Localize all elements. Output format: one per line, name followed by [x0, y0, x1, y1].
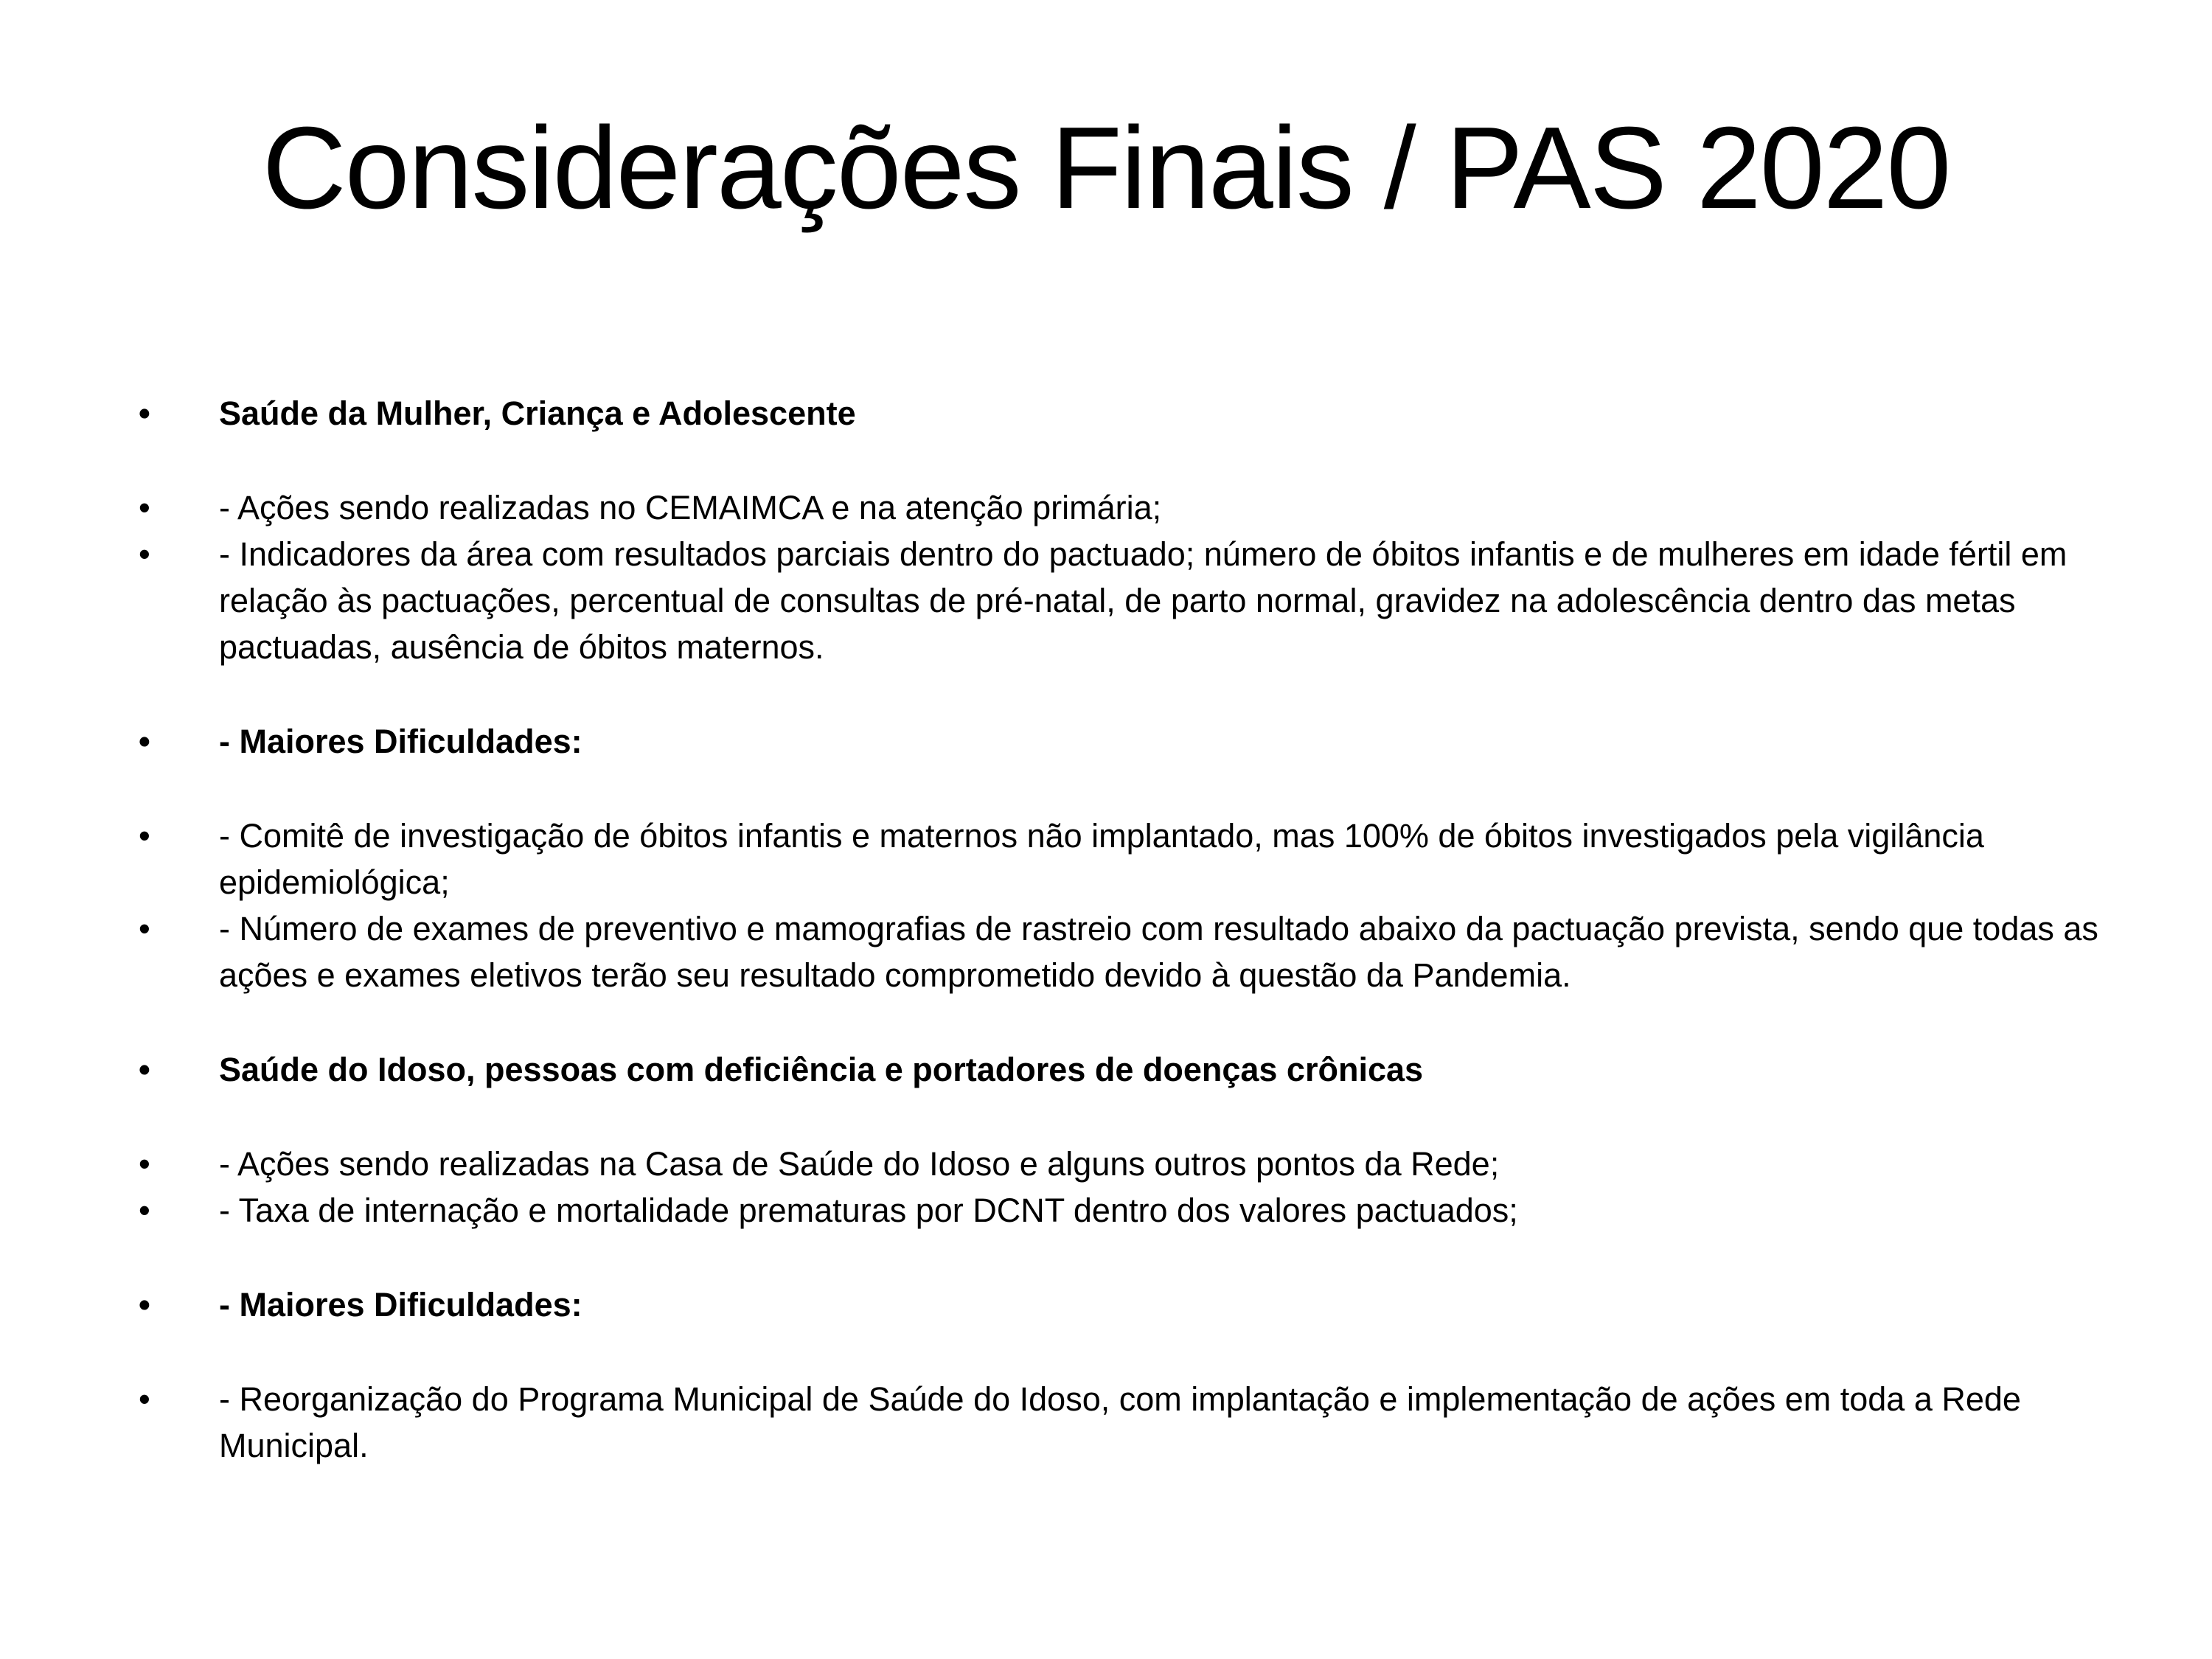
bullet-section-header: • Saúde do Idoso, pessoas com deficiência e portadores de doenças crônicas	[139, 1046, 2104, 1093]
bullet-subheader: • - Maiores Dificuldades:	[139, 718, 2104, 765]
bullet-list	[139, 390, 2104, 1469]
bullet-item: • - Reorganização do Programa Municipal de Saúde do Idoso, com implantação e implementação de ações em toda a Rede Municipal.	[139, 1376, 2104, 1469]
bullet-item: • - Ações sendo realizadas na Casa de Saúde do Idoso e alguns outros pontos da Rede;	[139, 1141, 2104, 1187]
bullet-item: • - Taxa de internação e mortalidade prematuras por DCNT dentro dos valores pactuados;	[139, 1187, 2104, 1234]
bullet-item: • - Comitê de investigação de óbitos infantis e maternos não implantado, mas 100% de óbitos investigados pela vigilância epidemiológica;	[139, 813, 2104, 905]
bullet-item: • - Número de exames de preventivo e mamografias de rastreio com resultado abaixo da pactuação prevista, sendo que todas as ações e exames eletivos terão seu resultado comprometido devido à questão da Pandemia.	[139, 905, 2104, 998]
slide-title: Considerações Finais / PAS 2020	[262, 103, 1950, 233]
bullet-item: • - Indicadores da área com resultados parciais dentro do pactuado; número de óbitos infantis e de mulheres em idade fértil em relação às pactuações, percentual de consultas de pré-natal, de parto normal, gravidez na adolescência dentro das metas pactuadas, ausência de óbitos maternos.	[139, 531, 2104, 670]
bullet-section-header: • Saúde da Mulher, Criança e Adolescente	[139, 390, 2104, 437]
bullet-item: • - Ações sendo realizadas no CEMAIMCA e na atenção primária;	[139, 484, 2104, 531]
bullet-subheader: • - Maiores Dificuldades:	[139, 1281, 2104, 1328]
